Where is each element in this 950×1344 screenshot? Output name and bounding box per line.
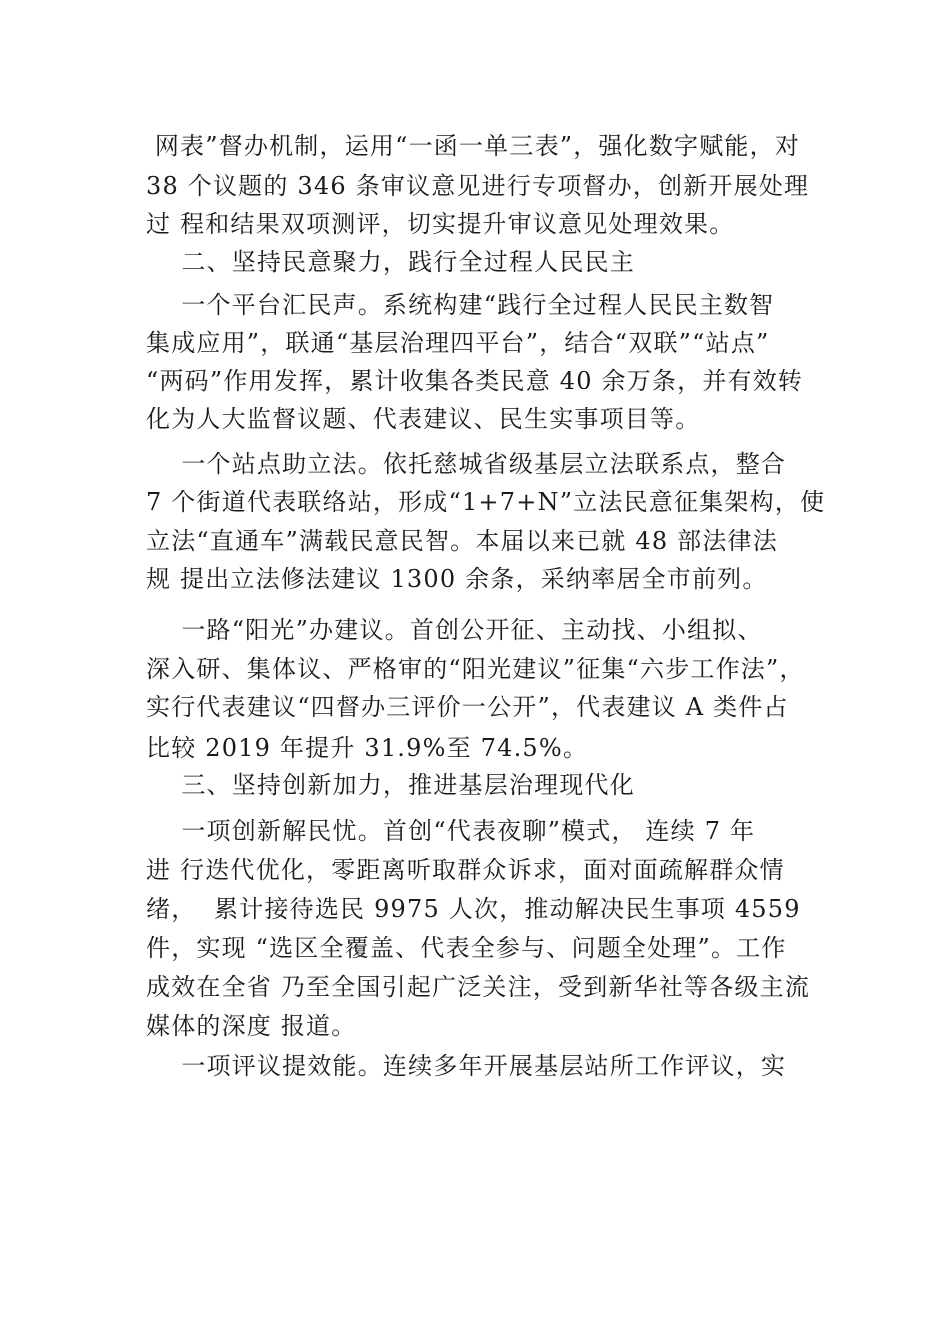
text-line: 进 行迭代优化，零距离听取群众诉求，面对面疏解群众情 [146,856,785,884]
text-line: 7 个街道代表联络站，形成“1+7+N”立法民意征集架构，使 [146,488,826,516]
text-line: 比较 2019 年提升 31.9%至 74.5%。 [146,734,589,762]
text-line: 件，实现 “选区全覆盖、代表全参与、问题全处理”。工作 [146,934,787,962]
text-line: 媒体的深度 报道。 [146,1012,357,1040]
text-line: 规 提出立法修法建议 1300 余条，采纳率居全市前列。 [146,565,768,593]
text-line: 立法“直通车”满载民意民智。本届以来已就 48 部法律法 [146,527,778,555]
text-line: 实行代表建议“四督办三评价一公开”，代表建议 A 类件占 [146,693,789,721]
text-line: 过 程和结果双项测评，切实提升审议意见处理效果。 [146,210,735,238]
text-line: 网表”督办机制，运用“一函一单三表”，强化数字赋能，对 [146,132,801,160]
text-line: 38 个议题的 346 条审议意见进行专项督办，创新开展处理 [146,172,810,200]
text-line: 成效在全省 乃至全国引起广泛关注，受到新华社等各级主流 [146,973,811,1001]
text-line: 一个平台汇民声。系统构建“践行全过程人民民主数智 [146,291,775,319]
text-line: 深入研、集体议、严格审的“阳光建议”征集“六步工作法”， [146,655,805,683]
text-line: 一路“阳光”办建议。首创公开征、主动找、小组拟、 [146,616,763,644]
text-line: 绪， 累计接待选民 9975 人次，推动解决民生事项 4559 [146,895,801,923]
section-heading: 三、坚持创新加力，推进基层治理现代化 [146,771,635,799]
text-line: “两码”作用发挥，累计收集各类民意 40 余万条，并有效转 [146,367,804,395]
text-line: 一项创新解民忧。首创“代表夜聊”模式， 连续 7 年 [146,817,756,845]
text-line: 一项评议提效能。连续多年开展基层站所工作评议，实 [146,1052,787,1080]
text-line: 集成应用”，联通“基层治理四平台”，结合“双联”“站点” [146,329,770,357]
text-line: 化为人大监督议题、代表建议、民生实事项目等。 [146,405,701,433]
text-line: 一个站点助立法。依托慈城省级基层立法联系点，整合 [146,450,787,478]
section-heading: 二、坚持民意聚力，践行全过程人民民主 [146,248,635,276]
